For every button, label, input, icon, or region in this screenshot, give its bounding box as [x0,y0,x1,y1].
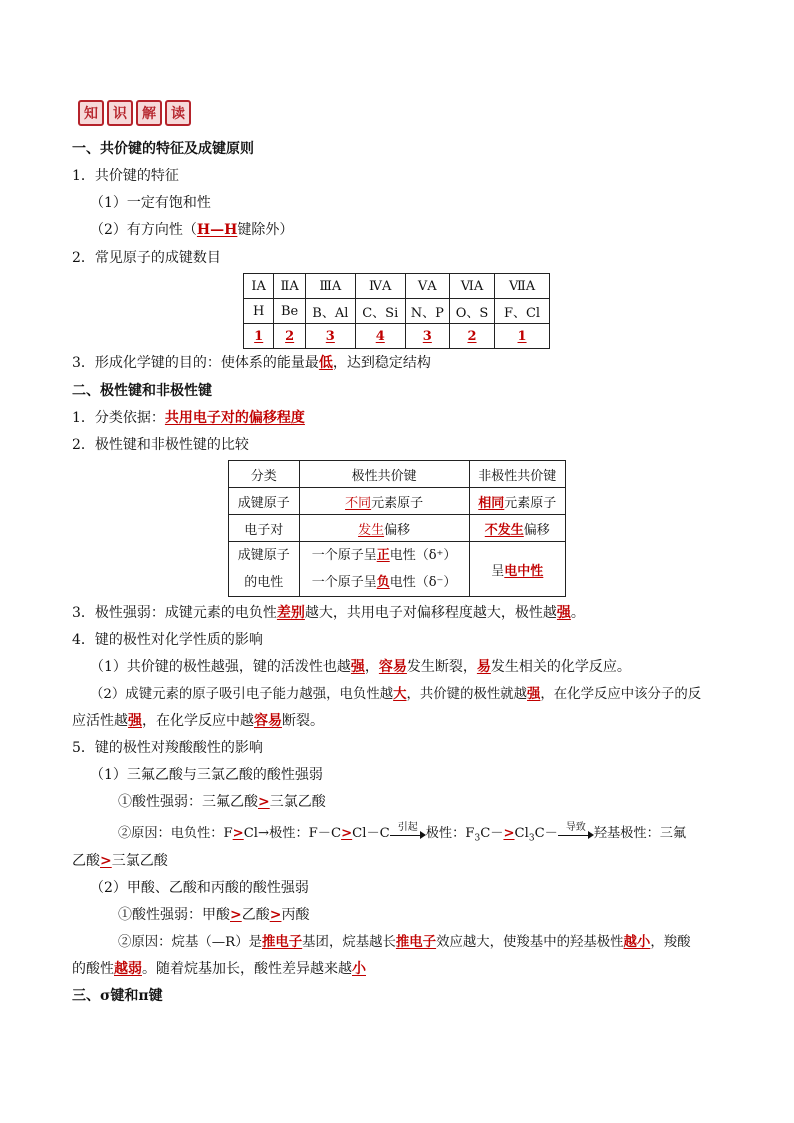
paragraph [118,932,691,953]
banner-char: 知 [78,100,104,126]
answer-text: 小 [352,961,366,977]
text: 。随着烷基加长，酸性差异越来越 [142,961,352,977]
paragraph [118,821,687,849]
text: 三氯乙酸 [269,794,326,810]
text: C－ [480,826,504,841]
reaction-arrow [558,821,594,841]
paragraph: （1）三氟乙酸与三氯乙酸的酸性强弱 [90,767,323,783]
paragraph [90,657,631,677]
table-row [229,542,566,597]
arrow-shaft [558,835,590,836]
text: 断裂。 [282,713,324,729]
section-heading: 二、极性键和非极性键 [72,383,212,399]
subscript: 3 [528,833,535,844]
text: C－ [534,826,558,841]
text: ②原因：烷基（—R）是 [118,935,262,950]
table-cell: 成键原子 [229,488,300,515]
text: ①酸性强弱：三氟乙酸 [118,794,258,810]
text: 3．形成化学键的目的：使体系的能量最 [72,355,319,371]
paragraph [90,684,701,705]
paragraph: 4．键的极性对化学性质的影响 [72,632,263,648]
table-cell [469,515,565,542]
answer-text: > [232,826,244,841]
text: 键除外） [237,222,294,238]
section-banner [78,100,191,126]
table-row [244,324,550,349]
answer-text: > [341,826,353,841]
text: 一个原子呈 [311,548,377,563]
text: ，在化学反应中该分子的反 [540,687,702,702]
text: 三氯乙酸 [111,853,168,869]
subscript: 3 [474,833,481,844]
table-row [244,274,550,299]
table-cell: ⅣA [355,274,405,299]
text: 发生相关的化学反应。 [490,659,631,675]
text: 偏移 [523,522,550,538]
text: 3．极性强弱：成键元素的电负性 [72,605,277,621]
text: （2）有方向性（ [90,222,197,238]
answer-text: 不发生 [484,522,524,538]
text: ， [364,659,379,675]
text: 发生断裂， [406,659,477,675]
paragraph [118,905,309,925]
table-cell [305,324,355,349]
table-cell [495,324,550,349]
text: 偏移 [384,522,411,538]
table-cell [355,324,405,349]
text: 基团，烷基越长 [302,935,396,950]
text: ①酸性强弱：甲酸 [118,907,230,923]
text: （1）共价键的极性越强，键的活泼性也越 [90,659,351,675]
answer-text: 1 [254,328,264,344]
arrow-head [588,831,594,839]
table-cell [299,515,469,542]
answer-text: 低 [318,355,333,371]
text: 元素原子 [371,495,424,511]
answer-text: 电中性 [504,563,544,579]
answer-text: 推电子 [262,934,303,950]
answer-text: 1 [517,328,527,344]
paragraph [72,711,324,731]
answer-text: 容易 [378,659,407,675]
text-line [300,569,469,596]
answer-text: 4 [375,328,385,344]
paragraph [72,353,431,373]
paragraph: 1．共价键的特征 [72,168,179,184]
table-cell: ⅡA [274,274,305,299]
text: 效应越大，使羧基中的羟基极性 [436,935,624,950]
text: 的电性 [244,575,284,590]
text-line [300,542,469,569]
arrow-label: 引起 [397,821,418,833]
table-cell: O、S [449,299,494,324]
text: 丙酸 [281,907,310,923]
answer-text: 强 [527,686,541,702]
paragraph: 2．极性键和非极性键的比较 [72,437,249,453]
table-row [244,299,550,324]
text: Cl→极性：F－C [243,826,342,841]
paragraph: （2）甲酸、乙酸和丙酸的酸性强弱 [90,880,309,896]
text: 极性：F [425,826,475,841]
bond-count-table [243,273,550,349]
paragraph [118,792,326,812]
answer-text: 推电子 [395,934,437,950]
answer-text: > [100,853,112,869]
answer-text: 负 [376,575,390,590]
answer-text: 不同 [345,495,372,511]
text: 应活性越 [72,713,128,729]
answer-text: 正 [376,548,390,563]
text: Cl－C [352,826,390,841]
paragraph: （1）一定有饱和性 [90,195,211,211]
answer-text: > [230,907,242,923]
text: 电性（δ⁺） [389,548,457,563]
text: 1．分类依据： [72,410,165,426]
table-cell [274,324,305,349]
table-row [229,515,566,542]
table-cell: F、Cl [495,299,550,324]
text: ②原因：电负性：F [118,826,233,841]
section-heading: 三、σ键和π键 [72,988,163,1004]
text: （2）成键元素的原子吸引电子能力越强，电负性越 [90,687,394,702]
paragraph: 5．键的极性对羧酸酸性的影响 [72,740,263,756]
answer-text: 3 [422,328,432,344]
arrow-shaft [390,835,422,836]
text: 成键原子 [237,548,290,563]
table-cell [299,542,469,597]
answer-text: H—H [196,222,238,238]
answer-text: > [258,794,270,810]
text: ，达到稳定结构 [332,355,431,371]
table-cell [299,488,469,515]
answer-text: 强 [556,605,571,621]
answer-text: 大 [393,686,407,702]
table-cell: 电子对 [229,515,300,542]
table-cell: N、P [405,299,449,324]
paragraph [72,603,585,623]
table-cell [405,324,449,349]
answer-text: 相同 [478,495,505,511]
answer-text: 强 [350,659,365,675]
text: 乙酸 [241,907,270,923]
table-cell [449,324,494,349]
text: ，羧酸 [650,935,691,950]
table-cell: ⅤA [405,274,449,299]
answer-text: 3 [325,328,335,344]
answer-text: > [269,907,282,923]
table-cell [469,488,565,515]
banner-char: 解 [136,100,162,126]
table-cell: C、Si [355,299,405,324]
text: 乙酸 [72,853,100,869]
reaction-arrow [390,821,426,841]
answer-text: 易 [476,659,491,675]
banner-char: 读 [165,100,191,126]
answer-text: 容易 [254,713,282,729]
table-cell [244,324,274,349]
paragraph [72,959,366,979]
table-cell [469,542,565,597]
table-cell: ⅢA [305,274,355,299]
banner-char: 识 [107,100,133,126]
text: ，共价键的极性就越 [406,687,528,702]
table-cell: ⅦA [495,274,550,299]
arrow-label: 导致 [565,821,586,833]
answer-text: 强 [128,713,142,729]
table-cell: H [244,299,274,324]
table-cell: ⅠA [244,274,274,299]
text: Cl [514,826,529,841]
answer-text: 越弱 [114,961,142,977]
text: 元素原子 [504,495,557,511]
text: ，在化学反应中越 [142,713,254,729]
table-header: 非极性共价键 [469,461,565,488]
table-header: 极性共价键 [299,461,469,488]
table-cell [229,542,300,597]
answer-text: 差别 [276,605,305,621]
answer-text: 2 [285,328,295,344]
text: 的酸性 [72,961,114,977]
text: 呈 [491,563,505,579]
text: 一个原子呈 [311,575,377,590]
paragraph [72,408,305,428]
arrow-head [420,831,426,839]
table-cell: ⅥA [449,274,494,299]
table-header: 分类 [229,461,300,488]
paragraph [72,851,168,871]
table-row [229,488,566,515]
text: 越大，共用电子对偏移程度越大，极性越 [304,605,557,621]
table-row [229,461,566,488]
answer-text: 越小 [623,934,651,950]
answer-text: 共用电子对的偏移程度 [164,410,305,426]
polarity-comparison-table [228,460,566,597]
text: 电性（δ⁻） [389,575,457,590]
text: 羟基极性：三氟 [593,826,687,841]
table-cell: B、Al [305,299,355,324]
paragraph [90,220,293,240]
paragraph: 2．常见原子的成键数目 [72,250,221,266]
answer-text: 发生 [358,522,385,538]
text: 。 [570,605,585,621]
answer-text: > [503,826,515,841]
section-heading: 一、共价键的特征及成键原则 [72,141,254,157]
table-cell: Be [274,299,305,324]
answer-text: 2 [467,328,477,344]
